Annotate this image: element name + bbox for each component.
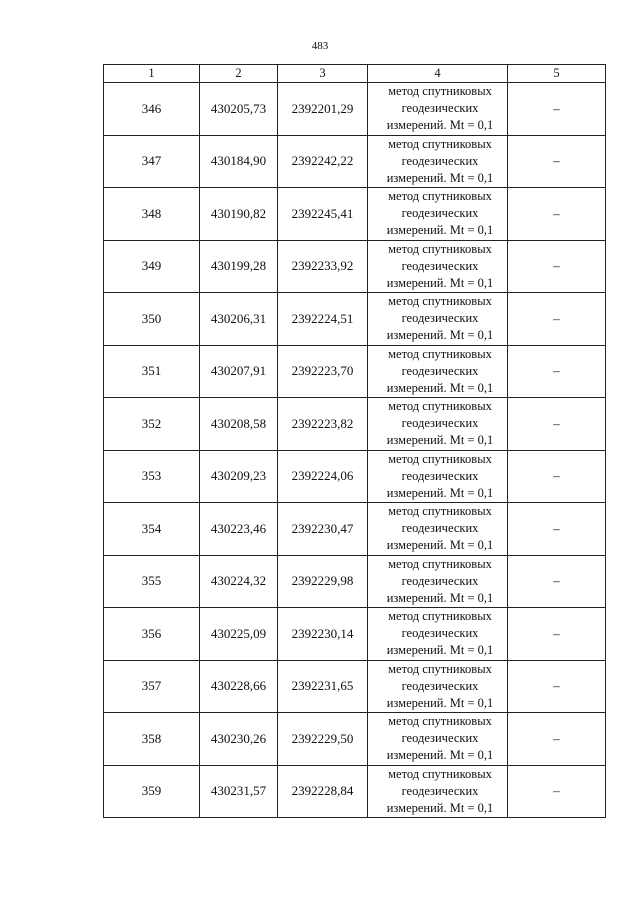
method-line: измерений. Mt = 0,1	[386, 170, 494, 185]
method-cell	[368, 450, 508, 503]
table-row	[104, 608, 606, 661]
method-line: метод спутниковых	[388, 609, 492, 624]
table-row	[104, 345, 606, 398]
method-line: измерений. Mt = 0,1	[386, 800, 494, 815]
method-line: измерений. Mt = 0,1	[386, 748, 494, 763]
point-number-cell: 348	[104, 188, 200, 241]
method-line: метод спутниковых	[388, 136, 492, 151]
point-number-cell: 359	[104, 765, 200, 818]
x-coordinate-cell: 430184,90	[200, 135, 278, 188]
note-cell: –	[508, 293, 606, 346]
y-coordinate-cell: 2392245,41	[278, 188, 368, 241]
method-line: метод спутниковых	[388, 294, 492, 309]
x-coordinate-cell: 430231,57	[200, 765, 278, 818]
method-cell	[368, 555, 508, 608]
note-cell: –	[508, 83, 606, 136]
y-coordinate-cell: 2392230,47	[278, 503, 368, 556]
note-cell: –	[508, 450, 606, 503]
method-line: геодезических	[401, 731, 479, 746]
y-coordinate-cell: 2392229,50	[278, 713, 368, 766]
table-row	[104, 555, 606, 608]
note-cell: –	[508, 398, 606, 451]
method-line: геодезических	[401, 573, 479, 588]
y-coordinate-cell: 2392201,29	[278, 83, 368, 136]
table-row	[104, 135, 606, 188]
x-coordinate-cell: 430209,23	[200, 450, 278, 503]
note-cell: –	[508, 135, 606, 188]
method-line: геодезических	[401, 258, 479, 273]
method-line: метод спутниковых	[388, 766, 492, 781]
method-line: измерений. Mt = 0,1	[386, 433, 494, 448]
method-line: метод спутниковых	[388, 84, 492, 99]
note-cell: –	[508, 660, 606, 713]
x-coordinate-cell: 430205,73	[200, 83, 278, 136]
method-line: метод спутниковых	[388, 556, 492, 571]
column-header-3: 3	[278, 65, 368, 83]
point-number-cell: 351	[104, 345, 200, 398]
point-number-cell: 346	[104, 83, 200, 136]
point-number-cell: 347	[104, 135, 200, 188]
note-cell: –	[508, 765, 606, 818]
method-line: геодезических	[401, 206, 479, 221]
method-line: метод спутниковых	[388, 504, 492, 519]
x-coordinate-cell: 430206,31	[200, 293, 278, 346]
table-row	[104, 450, 606, 503]
method-line: метод спутниковых	[388, 241, 492, 256]
method-line: геодезических	[401, 101, 479, 116]
page-number: 483	[311, 40, 329, 52]
method-cell	[368, 293, 508, 346]
table-row	[104, 83, 606, 136]
method-line: метод спутниковых	[388, 346, 492, 361]
method-cell	[368, 503, 508, 556]
note-cell: –	[508, 555, 606, 608]
point-number-cell: 356	[104, 608, 200, 661]
method-line: геодезических	[401, 363, 479, 378]
method-line: измерений. Mt = 0,1	[386, 695, 494, 710]
point-number-cell: 354	[104, 503, 200, 556]
table-row	[104, 240, 606, 293]
column-header-1: 1	[104, 65, 200, 83]
y-coordinate-cell: 2392231,65	[278, 660, 368, 713]
method-line: метод спутниковых	[388, 451, 492, 466]
x-coordinate-cell: 430207,91	[200, 345, 278, 398]
method-cell	[368, 240, 508, 293]
table-header-row	[104, 65, 606, 83]
point-number-cell: 350	[104, 293, 200, 346]
method-line: измерений. Mt = 0,1	[386, 643, 494, 658]
x-coordinate-cell: 430228,66	[200, 660, 278, 713]
table-body	[104, 83, 606, 818]
note-cell: –	[508, 345, 606, 398]
point-number-cell: 353	[104, 450, 200, 503]
y-coordinate-cell: 2392228,84	[278, 765, 368, 818]
method-line: измерений. Mt = 0,1	[386, 485, 494, 500]
y-coordinate-cell: 2392242,22	[278, 135, 368, 188]
table-row	[104, 293, 606, 346]
column-header-2: 2	[200, 65, 278, 83]
note-cell: –	[508, 608, 606, 661]
method-line: метод спутниковых	[388, 399, 492, 414]
method-line: измерений. Mt = 0,1	[386, 275, 494, 290]
point-number-cell: 357	[104, 660, 200, 713]
method-cell	[368, 398, 508, 451]
point-number-cell: 349	[104, 240, 200, 293]
method-line: геодезических	[401, 626, 479, 641]
note-cell: –	[508, 713, 606, 766]
x-coordinate-cell: 430190,82	[200, 188, 278, 241]
x-coordinate-cell: 430199,28	[200, 240, 278, 293]
x-coordinate-cell: 430225,09	[200, 608, 278, 661]
method-cell	[368, 188, 508, 241]
method-cell	[368, 608, 508, 661]
method-line: измерений. Mt = 0,1	[386, 538, 494, 553]
method-line: измерений. Mt = 0,1	[386, 590, 494, 605]
method-cell	[368, 660, 508, 713]
table-row	[104, 660, 606, 713]
table-row	[104, 188, 606, 241]
method-cell	[368, 713, 508, 766]
x-coordinate-cell: 430223,46	[200, 503, 278, 556]
y-coordinate-cell: 2392224,06	[278, 450, 368, 503]
coordinates-table	[103, 64, 606, 818]
method-line: метод спутниковых	[388, 714, 492, 729]
x-coordinate-cell: 430208,58	[200, 398, 278, 451]
method-cell	[368, 135, 508, 188]
y-coordinate-cell: 2392233,92	[278, 240, 368, 293]
method-line: геодезических	[401, 311, 479, 326]
method-line: геодезических	[401, 468, 479, 483]
y-coordinate-cell: 2392223,82	[278, 398, 368, 451]
point-number-cell: 352	[104, 398, 200, 451]
note-cell: –	[508, 503, 606, 556]
table-row	[104, 398, 606, 451]
note-cell: –	[508, 188, 606, 241]
method-line: геодезических	[401, 678, 479, 693]
y-coordinate-cell: 2392230,14	[278, 608, 368, 661]
method-cell	[368, 765, 508, 818]
method-line: метод спутниковых	[388, 661, 492, 676]
point-number-cell: 355	[104, 555, 200, 608]
y-coordinate-cell: 2392224,51	[278, 293, 368, 346]
table-row	[104, 713, 606, 766]
method-line: измерений. Mt = 0,1	[386, 380, 494, 395]
table-row	[104, 765, 606, 818]
x-coordinate-cell: 430224,32	[200, 555, 278, 608]
method-line: геодезических	[401, 416, 479, 431]
x-coordinate-cell: 430230,26	[200, 713, 278, 766]
y-coordinate-cell: 2392229,98	[278, 555, 368, 608]
method-cell	[368, 345, 508, 398]
column-header-4: 4	[368, 65, 508, 83]
y-coordinate-cell: 2392223,70	[278, 345, 368, 398]
method-line: геодезических	[401, 153, 479, 168]
point-number-cell: 358	[104, 713, 200, 766]
method-cell	[368, 83, 508, 136]
method-line: геодезических	[401, 783, 479, 798]
method-line: измерений. Mt = 0,1	[386, 118, 494, 133]
method-line: измерений. Mt = 0,1	[386, 328, 494, 343]
method-line: метод спутниковых	[388, 189, 492, 204]
table-row	[104, 503, 606, 556]
note-cell: –	[508, 240, 606, 293]
method-line: геодезических	[401, 521, 479, 536]
method-line: измерений. Mt = 0,1	[386, 223, 494, 238]
column-header-5: 5	[508, 65, 606, 83]
